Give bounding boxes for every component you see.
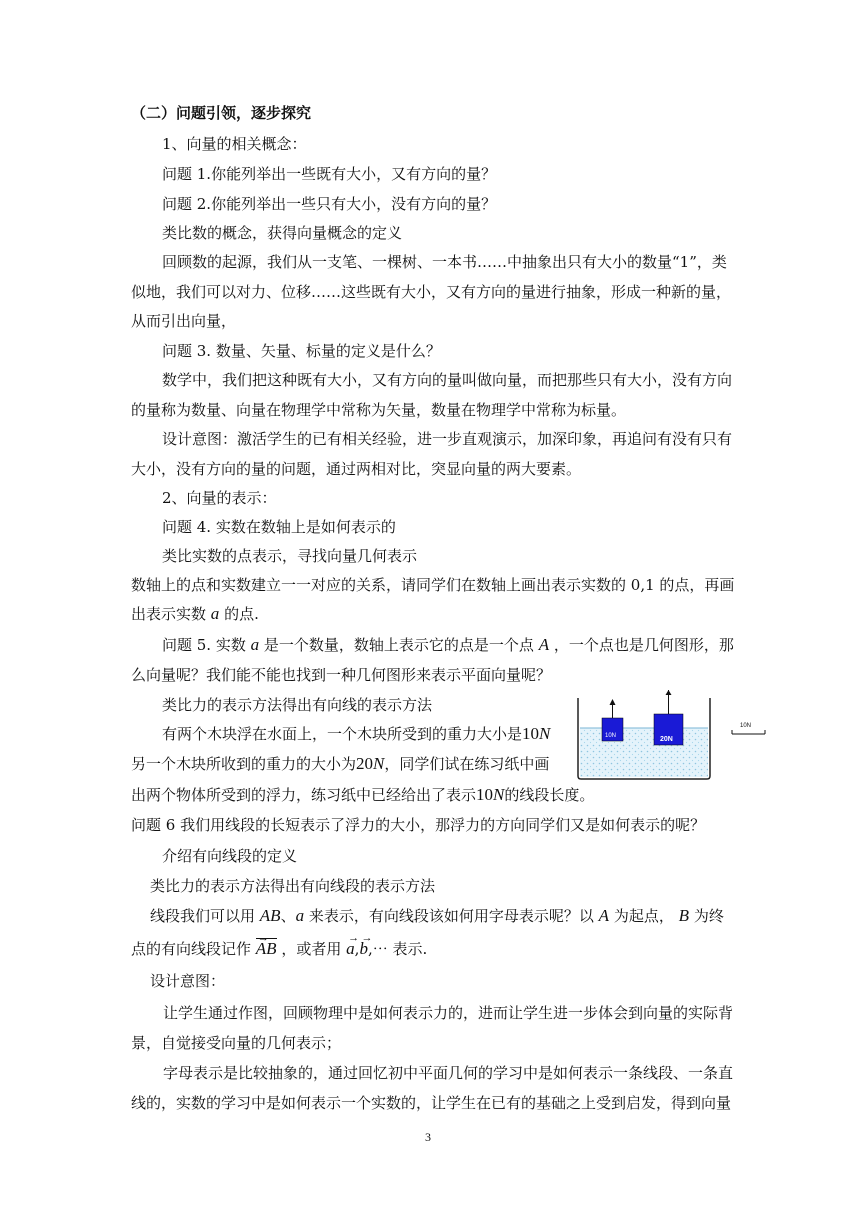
axis-text: 出表示实数 <box>131 605 207 623</box>
analogy-3: 类比力的表示方法得出有向线的表示方法 <box>162 696 433 714</box>
math-var-a: a <box>250 635 260 654</box>
big-block-label: 20N <box>660 736 673 743</box>
axis-text: 的点. <box>224 605 259 623</box>
design-intent-3-line-1: 字母表示是比较抽象的，通过回忆初中平面几何的学习中是如何表示一条线段、一条直 <box>163 1064 734 1082</box>
math-var-B: B <box>678 906 690 925</box>
scale-label: 10N <box>740 723 752 729</box>
q5-text: 是一个数量，数轴上表示它的点是一个点 <box>263 636 534 654</box>
math-AB: AB <box>259 906 281 925</box>
subsection-1: 1、向量的相关概念： <box>162 135 307 153</box>
question-6: 问题 6 我们用线段的长短表示了浮力的大小，那浮力的方向同学们又是如何表示的呢？ <box>131 816 706 834</box>
analogy-1: 类比数的概念，获得向量概念的定义 <box>162 224 403 242</box>
math-vector-b: → b <box>359 939 368 959</box>
wood-line-2 <box>131 754 549 774</box>
wood-text: 另一个木块所收到的重力的大小为 <box>131 755 357 773</box>
analogy-4: 类比力的表示方法得出有向线段的表示方法 <box>150 877 436 895</box>
math-var-N: N <box>373 754 385 773</box>
seg-text: ，或者用 <box>281 940 342 958</box>
definition-line-2: 的量称为数量、向量在物理学中常称为矢量，数量在物理学中常称为标量。 <box>131 401 627 419</box>
math-var-a: a <box>210 604 220 623</box>
small-block-arrowhead <box>610 699 616 705</box>
wood-line-3 <box>131 785 594 805</box>
wood-line-1 <box>162 724 550 744</box>
buoyancy-figure <box>574 690 774 782</box>
question-5-line-1 <box>162 635 734 655</box>
big-block-arrowhead <box>666 690 672 695</box>
design-intent-2-line-2: 景，自觉接受向量的几何表示； <box>131 1034 342 1052</box>
subsection-2: 2、向量的表示： <box>162 489 277 507</box>
design-intent-3-line-2: 线的，实数的学习中是如何表示一个实数的，让学生在已有的基础之上受到启发，得到向量 <box>131 1094 732 1112</box>
section-heading: （二）问题引领，逐步探究 <box>131 104 312 122</box>
design-intent-line-2: 大小，没有方向的量的问题，通过两相对比，突显向量的两大要素。 <box>131 460 582 478</box>
wood-text: ，同学们试在练习纸中画 <box>384 755 550 773</box>
math-var-N: N <box>493 785 505 804</box>
math-num-10: 10 <box>476 785 494 804</box>
question-5-line-2: 么向量呢？我们能不能也找到一种几何图形来表示平面向量呢？ <box>131 666 552 684</box>
seg-text: 点的有向线段记作 <box>131 940 252 958</box>
segment-line-2: 点的有向线段记作 → AB ，或者用 → a,→ b,⋯ 表示. <box>131 939 427 959</box>
q5-text: ，一个点也是几何图形，那 <box>553 636 734 654</box>
q5-text: 问题 5. 实数 <box>162 636 246 654</box>
math-vector-a: → a <box>346 939 355 959</box>
page-number: 3 <box>425 1130 431 1144</box>
math-num-10: 10 <box>522 724 540 743</box>
vector-AB-label: AB <box>255 939 277 958</box>
seg-text: 、 <box>280 907 296 925</box>
question-3: 问题 3. 数量、矢量、标量的定义是什么？ <box>162 342 441 360</box>
review-line-1: 回顾数的起源，我们从一支笔、一棵树、一本书……中抽象出只有大小的数量“1”，类 <box>162 253 727 271</box>
design-intent-2-line-1: 让学生通过作图，回顾物理中是如何表示力的，进而让学生进一步体会到向量的实际背 <box>163 1004 734 1022</box>
intro-directed-segment: 介绍有向线段的定义 <box>162 847 298 865</box>
math-var-A: A <box>538 635 550 654</box>
seg-text: 线段我们可以用 <box>150 907 256 925</box>
segment-line-1 <box>150 906 724 926</box>
axis-line-1: 数轴上的点和实数建立一一对应的关系，请同学们在数轴上画出表示实数的 0,1 的点，再画 <box>131 576 735 594</box>
math-var-A: A <box>598 906 610 925</box>
water-texture <box>580 728 708 777</box>
wood-text: 的线段长度。 <box>504 786 595 804</box>
small-block-label: 10N <box>605 733 617 739</box>
math-num-20: 20 <box>356 754 374 773</box>
math-vector-AB <box>256 939 277 959</box>
question-4: 问题 4. 实数在数轴上是如何表示的 <box>162 518 396 536</box>
wood-text: 出两个物体所受到的浮力，练习纸中已经给出了表示 <box>131 786 477 804</box>
design-intent-2-title: 设计意图： <box>150 972 226 990</box>
seg-text: 为终 <box>693 907 724 925</box>
review-line-3: 从而引出向量， <box>131 312 237 330</box>
wood-text: 有两个木块浮在水面上，一个木块所受到的重力大小是 <box>162 725 523 743</box>
review-line-2: 似地，我们可以对力、位移……这些既有大小，又有方向的量进行抽象，形成一种新的量， <box>131 283 732 301</box>
question-1: 问题 1.你能列举出一些既有大小，又有方向的量？ <box>162 165 497 183</box>
seg-text: 来表示，有向线段该如何用字母表示呢？以 <box>308 907 594 925</box>
math-var-N: N <box>539 724 551 743</box>
seg-text: 为起点， <box>613 907 674 925</box>
math-var-a: a <box>295 906 305 925</box>
definition-line-1: 数学中，我们把这种既有大小，又有方向的量叫做向量，而把那些只有大小，没有方向 <box>162 371 733 389</box>
seg-text: ,⋯ 表示. <box>367 940 428 958</box>
design-intent-line-1: 设计意图：激活学生的已有相关经验，进一步直观演示，加深印象，再追问有没有只有 <box>162 430 733 448</box>
axis-line-2 <box>131 604 259 624</box>
question-2: 问题 2.你能列举出一些只有大小，没有方向的量？ <box>162 195 497 213</box>
analogy-2: 类比实数的点表示，寻找向量几何表示 <box>162 547 418 565</box>
